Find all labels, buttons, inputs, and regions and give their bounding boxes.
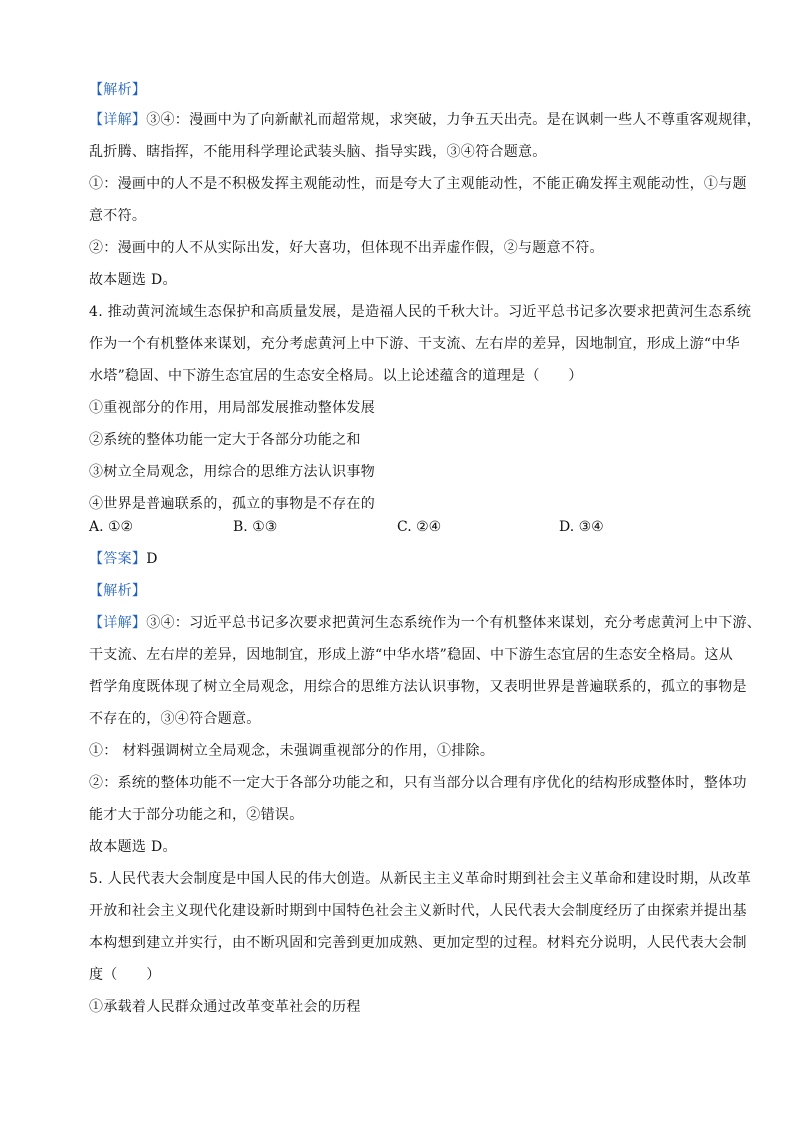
detail-text: ③④：习近平总书记多次要求把黄河生态系统作为一个有机整体来谋划，充分考虑黄河上中下游、 [146,615,762,631]
detail-text: 干支流、左右岸的差异，因地制宜，形成上游“中华水塔”稳固、中下游生态宜居的生态安全格局。这从 [89,647,734,663]
statement-item: ③树立全局观念，用综合的思维方法认识事物 [89,464,375,480]
analysis-tag: 【解析】 [89,82,147,98]
detail-tag: 【详解】 [89,615,147,631]
detail-tag: 【详解】 [89,112,147,128]
note-text: 能才大于部分功能之和，②错误。 [89,807,304,823]
note-text: ①： 材料强调树立全局观念，未强调重视部分的作用，①排除。 [89,743,495,759]
analysis-tag: 【解析】 [89,583,147,599]
question-stem: 5. 人民代表大会制度是中国人民的伟大创造。从新民主主义革命时期到社会主义革命和建设时期，从改革 [89,871,752,887]
detail-paragraph [89,110,761,130]
detail-text: ③④：漫画中为了向新献礼而超常规，求突破，力争五天出壳。是在讽刺一些人不尊重客观规律， [146,112,762,128]
question-stem: 开放和社会主义现代化建设新时期到中国特色社会主义新时代，人民代表大会制度经历了由探索并提出基 [89,903,747,919]
option-b: B. ①③ [233,519,278,535]
statement-item: ④世界是普遍联系的，孤立的事物是不存在的 [89,496,375,512]
note-text: 意不符。 [89,208,147,224]
question-stem: 度（ ） [89,967,161,983]
conclusion-text: 故本题选 D。 [89,839,177,855]
option-c: C. ②④ [397,519,442,535]
statement-item: ①承载着人民群众通过改革变革社会的历程 [89,999,361,1015]
question-stem: 作为一个有机整体来谋划，充分考虑黄河上中下游、干支流、左右岸的差异，因地制宜，形成上游“中华 [89,336,740,352]
conclusion-text: 故本题选 D。 [89,272,177,288]
answer-tag: 【答案】 [89,551,147,567]
note-text: ②：系统的整体功能不一定大于各部分功能之和，只有当部分以合理有序优化的结构形成整体时，整体功 [89,775,747,791]
option-a: A. ①② [89,519,134,535]
note-text: ①：漫画中的人不是不积极发挥主观能动性，而是夸大了主观能动性，不能正确发挥主观能动性，①与题 [89,176,747,192]
detail-text: 哲学角度既体现了树立全局观念，用综合的思维方法认识事物，又表明世界是普遍联系的，孤立的事物是 [89,679,747,695]
question-stem: 水塔”稳固、中下游生态宜居的生态安全格局。以上论述蕴含的道理是（ ） [89,368,583,384]
answer-value: D [146,551,158,567]
note-text: ②：漫画中的人不从实际出发，好大喜功，但体现不出弄虚作假，②与题意不符。 [89,240,604,256]
detail-text: 不存在的，③④符合题意。 [89,711,261,727]
statement-item: ②系统的整体功能一定大于各部分功能之和 [89,432,361,448]
option-d: D. ③④ [559,519,604,535]
answer-line [89,549,158,569]
detail-text: 乱折腾、瞎指挥，不能用科学理论武装头脑、指导实践，③④符合题意。 [89,144,547,160]
statement-item: ①重视部分的作用，用局部发展推动整体发展 [89,400,375,416]
question-stem: 本构想到建立并实行，由不断巩固和完善到更加成熟、更加定型的过程。材料充分说明，人民代表大会制 [89,935,747,951]
detail-paragraph [89,613,761,633]
question-stem: 4. 推动黄河流域生态保护和高质量发展，是造福人民的千秋大计。习近平总书记多次要求把黄河生态系统 [89,304,752,320]
